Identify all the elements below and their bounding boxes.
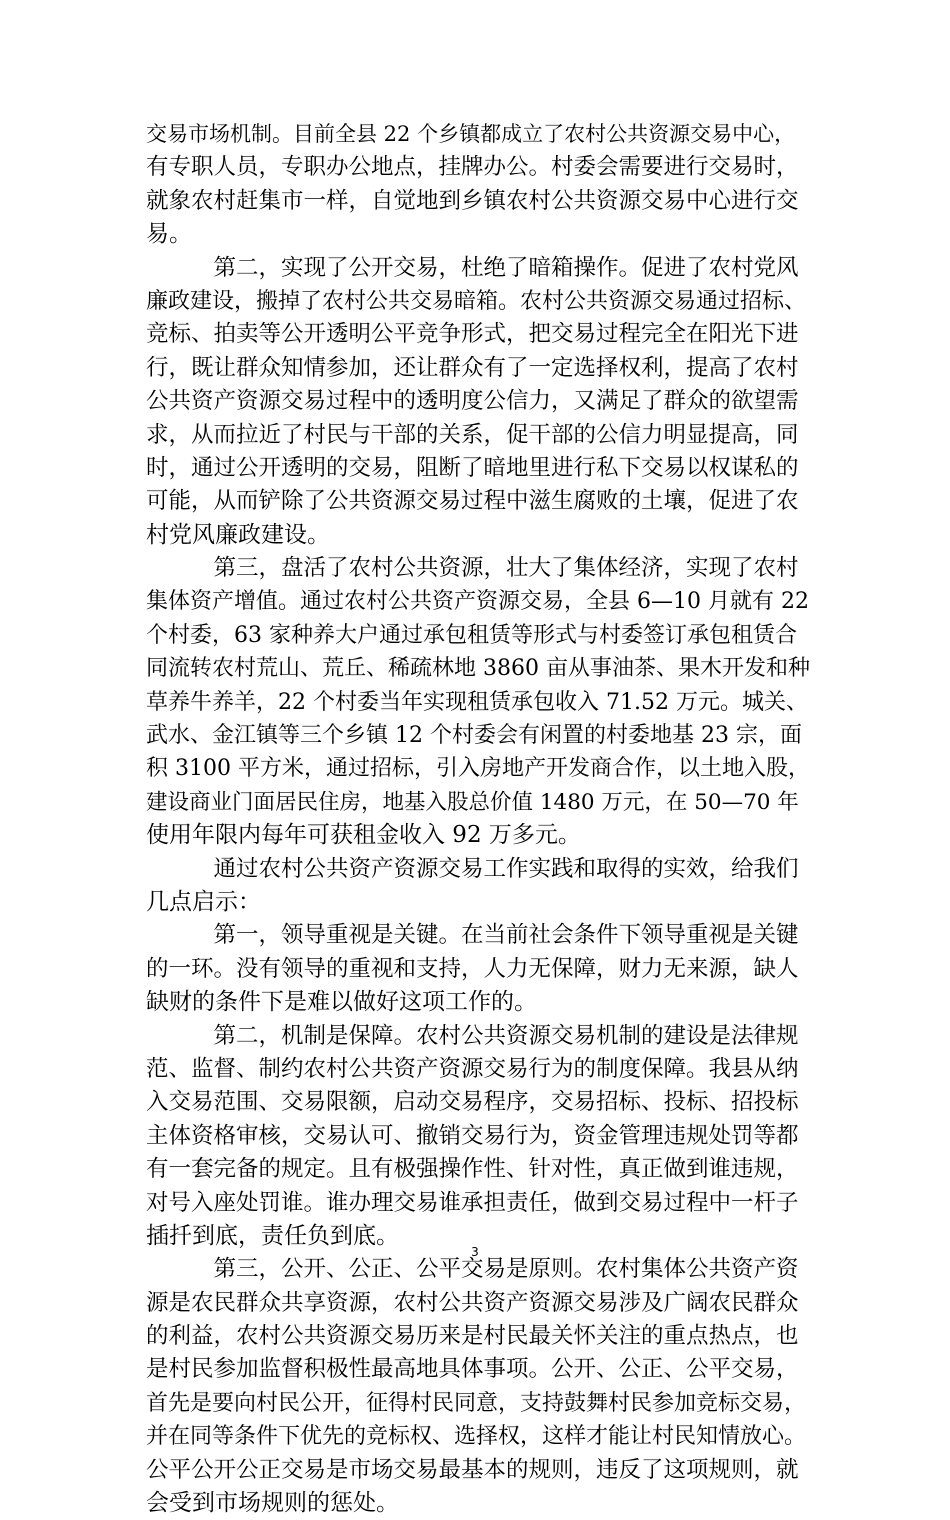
- text-line: 缺财的条件下是难以做好这项工作的。: [146, 989, 537, 1016]
- text-line: 的利益，农村公共资源交易历来是村民最关怀关注的重点热点，也: [146, 1323, 799, 1350]
- text-line: 使用年限内每年可获租金收入 92 万多元。: [146, 822, 581, 849]
- text-line: 廉政建设，搬掉了农村公共交易暗箱。农村公共资源交易通过招标、: [146, 288, 807, 314]
- text-line: 个村委，63 家种养大户通过承包租赁等形式与村委签订承包租赁合: [146, 622, 797, 648]
- text-line: 主体资格审核，交易认可、撤销交易行为，资金管理违规处罚等都: [146, 1122, 799, 1149]
- text-line: 第一，领导重视是关键。在当前社会条件下领导重视是关键: [146, 922, 799, 949]
- text-line: 同流转农村荒山、荒丘、稀疏林地 3860 亩从事油茶、果木开发和种: [146, 656, 810, 682]
- text-line: 武水、金江镇等三个乡镇 12 个村委会有闲置的村委地基 23 宗，面: [146, 723, 802, 749]
- text-line: 几点启示：: [146, 888, 261, 915]
- text-line: 建设商业门面居民住房，地基入股总价值 1480 万元，在 50—70 年: [146, 789, 799, 815]
- text-line: 通过农村公共资产资源交易工作实践和取得的实效，给我们: [146, 855, 799, 882]
- text-line: 并在同等条件下优先的竞标权、选择权，这样才能让村民知情放心。: [146, 1424, 807, 1450]
- text-line: 有专职人员，专职办公地点，挂牌办公。村委会需要进行交易时，: [146, 154, 799, 181]
- text-line: 的一环。没有领导的重视和支持，人力无保障，财力无来源，缺人: [146, 955, 799, 982]
- text-line: 竞标、拍卖等公开透明公平竞争形式，把交易过程完全在阳光下进: [146, 321, 799, 348]
- text-line: 范、监督、制约农村公共资产资源交易行为的制度保障。我县从纳: [146, 1055, 799, 1082]
- text-line: 公共资产资源交易过程中的透明度公信力，又满足了群众的欲望需: [146, 388, 799, 415]
- text-line: 可能，从而铲除了公共资源交易过程中滋生腐败的土壤，促进了农: [146, 488, 799, 515]
- text-line: 就象农村赶集市一样，自觉地到乡镇农村公共资源交易中心进行交: [146, 187, 799, 214]
- page-number: 3: [471, 1245, 479, 1259]
- body-text: [146, 118, 810, 1520]
- text-line: 第二，机制是保障。农村公共资源交易机制的建设是法律规: [146, 1022, 799, 1049]
- text-line: 第二，实现了公开交易，杜绝了暗箱操作。促进了农村党风: [146, 254, 799, 281]
- text-line: 入交易范围、交易限额，启动交易程序，交易招标、投标、招投标: [146, 1089, 799, 1116]
- text-line: 对号入座处罚谁。谁办理交易谁承担责任，做到交易过程中一杆子: [146, 1189, 799, 1216]
- text-line: 易。: [146, 221, 192, 248]
- text-line: 积 3100 平方米，通过招标，引入房地产开发商合作，以土地入股，: [146, 756, 810, 782]
- text-line: 源是农民群众共享资源，农村公共资产资源交易涉及广阔农民群众: [146, 1289, 799, 1316]
- text-line: 是村民参加监督积极性最高地具体事项。公开、公正、公平交易，: [146, 1356, 799, 1383]
- text-line: 集体资产增值。通过农村公共资产资源交易，全县 6—10 月就有 22: [146, 589, 809, 615]
- text-line: 交易市场机制。目前全县 22 个乡镇都成立了农村公共资源交易中心，: [146, 122, 796, 146]
- text-line: 村党风廉政建设。: [146, 521, 330, 548]
- text-line: 公平公开公正交易是市场交易最基本的规则，违反了这项规则，就: [146, 1456, 799, 1483]
- text-line: 求，从而拉近了村民与干部的关系，促干部的公信力明显提高，同: [146, 421, 799, 448]
- text-line: 插扦到底，责任负到底。: [146, 1222, 399, 1249]
- text-line: 首先是要向村民公开，征得村民同意，支持鼓舞村民参加竞标交易，: [146, 1390, 807, 1416]
- text-line: 草养牛养羊，22 个村委当年实现租赁承包收入 71.52 万元。城关、: [146, 689, 808, 715]
- text-line: 时，通过公开透明的交易，阻断了暗地里进行私下交易以权谋私的: [146, 454, 799, 481]
- text-line: 第三，公开、公正、公平交易是原则。农村集体公共资产资: [146, 1256, 799, 1283]
- text-line: 第三，盘活了农村公共资源，壮大了集体经济，实现了农村: [146, 555, 799, 582]
- text-line: 会受到市场规则的惩处。: [146, 1490, 399, 1517]
- text-line: 行，既让群众知情参加，还让群众有了一定选择权利，提高了农村: [146, 354, 799, 381]
- text-line: 有一套完备的规定。且有极强操作性、针对性，真正做到谁违规，: [146, 1156, 799, 1183]
